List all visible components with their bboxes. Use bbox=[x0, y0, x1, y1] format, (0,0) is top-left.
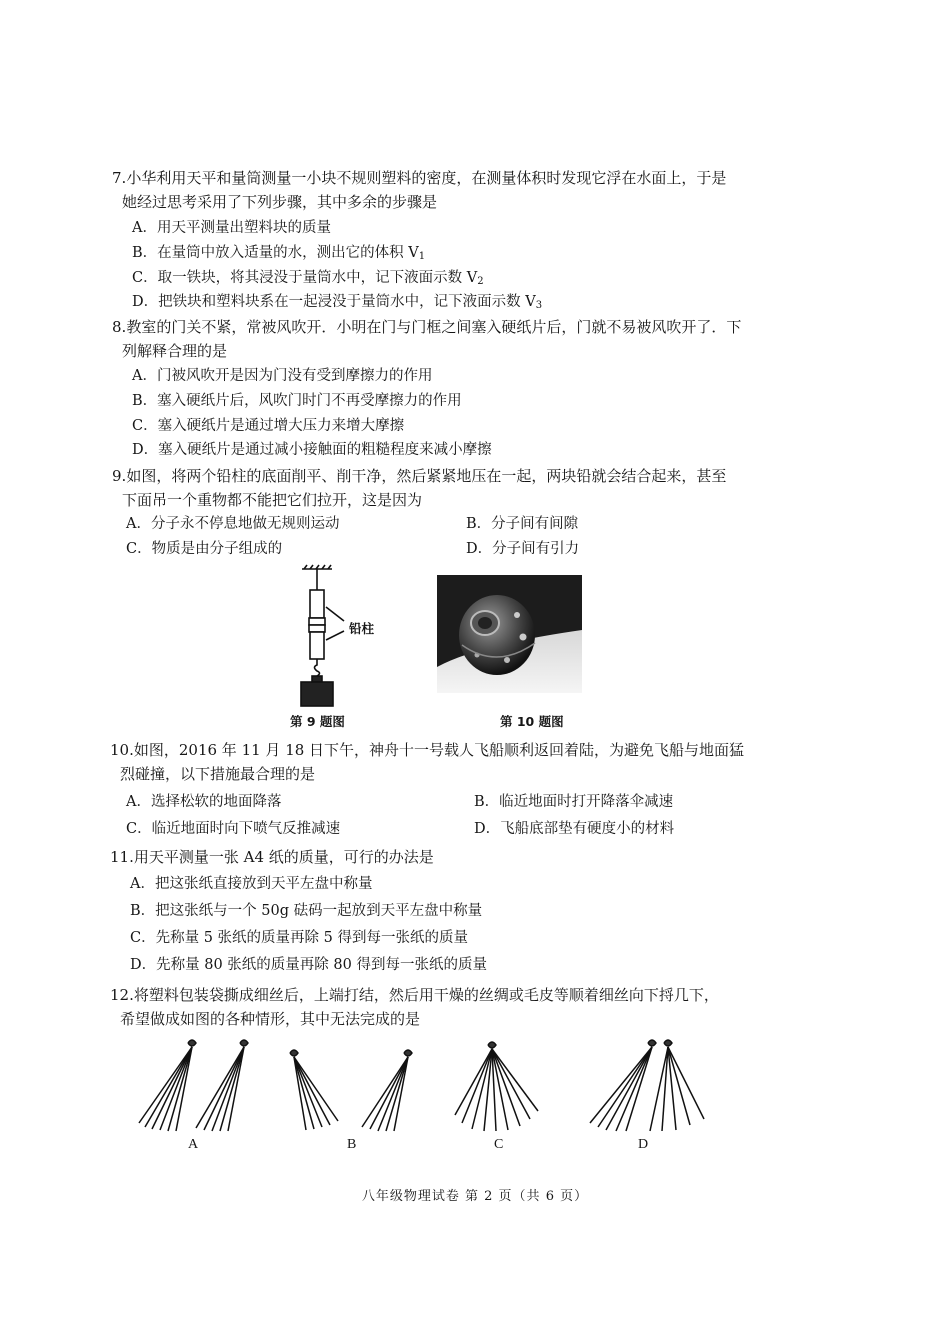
question-7-option-b: B．在量筒中放入适量的水，测出它的体积 $V_1$ bbox=[132, 245, 426, 262]
question-10-number: 10. bbox=[110, 741, 134, 759]
question-10-stem-line2: 烈碰撞，以下措施最合理的是 bbox=[120, 765, 316, 783]
question-8-option-b: B．塞入硬纸片后，风吹门时门不再受摩擦力的作用 bbox=[132, 393, 462, 409]
question-7-option-d: D．把铁块和塑料块系在一起浸没于量筒水中，记下液面示数 $V_3$ bbox=[132, 294, 543, 311]
question-10-option-d: D．飞船底部垫有硬度小的材料 bbox=[474, 821, 675, 837]
question-11-number: 11. bbox=[110, 848, 134, 866]
lead-cylinder-label: 铅柱 bbox=[349, 621, 375, 636]
question-7-option-a: A．用天平测量出塑料块的质量 bbox=[132, 220, 331, 236]
question-8-option-a: A．门被风吹开是因为门没有受到摩擦力的作用 bbox=[132, 368, 433, 384]
question-8-stem-line1: 教室的门关不紧，常被风吹开．小明在门与门框之间塞入硬纸片后，门就不易被风吹开了．下 bbox=[126, 318, 742, 336]
option-d-strips bbox=[590, 1040, 704, 1131]
figure-12-label-c: C bbox=[494, 1137, 504, 1152]
figure-12-label-a: A bbox=[188, 1137, 199, 1152]
question-9-option-a: A．分子永不停息地做无规则运动 bbox=[126, 516, 340, 532]
question-12-number: 12. bbox=[110, 986, 134, 1004]
figure-12-label-b: B bbox=[347, 1137, 357, 1152]
question-11-stem bbox=[110, 845, 760, 869]
spacecraft-landing-photo bbox=[437, 575, 582, 693]
question-10-stem-line1: 如图，2016 年 11 月 18 日下午，神舟十一号载人飞船顺利返回着陆，为避免飞船与地面猛 bbox=[133, 741, 745, 759]
question-8-stem bbox=[112, 315, 762, 363]
question-9-stem bbox=[112, 464, 762, 512]
question-10-option-a: A．选择松软的地面降落 bbox=[126, 794, 282, 810]
question-11-stem-line1: 用天平测量一张 A4 纸的质量，可行的办法是 bbox=[133, 848, 434, 866]
question-9-option-d: D．分子间有引力 bbox=[466, 541, 580, 557]
question-12-stem-line2: 希望做成如图的各种情形，其中无法完成的是 bbox=[120, 1010, 421, 1028]
question-8-option-d: D．塞入硬纸片是通过减小接触面的粗糙程度来减小摩擦 bbox=[132, 442, 492, 458]
question-7-stem-line2: 她经过思考采用了下列步骤，其中多余的步骤是 bbox=[122, 193, 438, 211]
question-7-option-c: C．取一铁块，将其浸没于量筒水中，记下液面示数 $V_2$ bbox=[132, 270, 484, 287]
question-11-option-c: C．先称量 5 张纸的质量再除 5 得到每一张纸的质量 bbox=[130, 930, 468, 946]
question-12-stem bbox=[110, 983, 760, 1031]
question-10-stem bbox=[110, 738, 760, 786]
question-9-stem-line1: 如图，将两个铅柱的底面削平、削干净，然后紧紧地压在一起，两块铅就会结合起来，甚至 bbox=[126, 467, 727, 485]
option-a-strips bbox=[139, 1040, 248, 1131]
question-8-option-c: C．塞入硬纸片是通过增大压力来增大摩擦 bbox=[132, 418, 405, 434]
question-12-stem-line1: 将塑料包装袋撕成细丝后，上端打结，然后用干燥的丝绸或毛皮等顺着细丝向下捋几下， bbox=[133, 986, 719, 1004]
question-10-option-b: B．临近地面时打开降落伞减速 bbox=[474, 794, 674, 810]
question-9-option-c: C．物质是由分子组成的 bbox=[126, 541, 283, 557]
figure-9-caption: 第 9 题图 bbox=[290, 714, 345, 729]
option-b-strips bbox=[290, 1050, 412, 1131]
figure-12-label-d: D bbox=[638, 1137, 649, 1152]
question-9-option-b: B．分子间有间隙 bbox=[466, 516, 579, 532]
question-7-stem-line1: 小华利用天平和量筒测量一小块不规则塑料的密度，在测量体积时发现它浮在水面上，于是 bbox=[126, 169, 727, 187]
question-10-option-c: C．临近地面时向下喷气反推减速 bbox=[126, 821, 341, 837]
figure-10-caption: 第 10 题图 bbox=[500, 714, 564, 729]
question-8-stem-line2: 列解释合理的是 bbox=[122, 342, 228, 360]
question-8-number: 8. bbox=[112, 318, 127, 336]
question-9-number: 9. bbox=[112, 467, 127, 485]
plastic-strips-figure bbox=[130, 1035, 730, 1135]
question-7-stem bbox=[112, 166, 762, 214]
question-11-option-d: D．先称量 80 张纸的质量再除 80 得到每一张纸的质量 bbox=[130, 957, 487, 973]
question-11-option-b: B．把这张纸与一个 50g 砝码一起放到天平左盘中称量 bbox=[130, 903, 483, 919]
lead-cylinders-figure bbox=[290, 565, 400, 710]
option-c-strips bbox=[455, 1042, 538, 1131]
question-11-option-a: A．把这张纸直接放到天平左盘中称量 bbox=[130, 876, 373, 892]
question-9-stem-line2: 下面吊一个重物都不能把它们拉开，这是因为 bbox=[122, 491, 423, 509]
question-7-number: 7. bbox=[112, 169, 127, 187]
page-footer: 八年级物理试卷 第 2 页（共 6 页） bbox=[361, 1189, 589, 1204]
